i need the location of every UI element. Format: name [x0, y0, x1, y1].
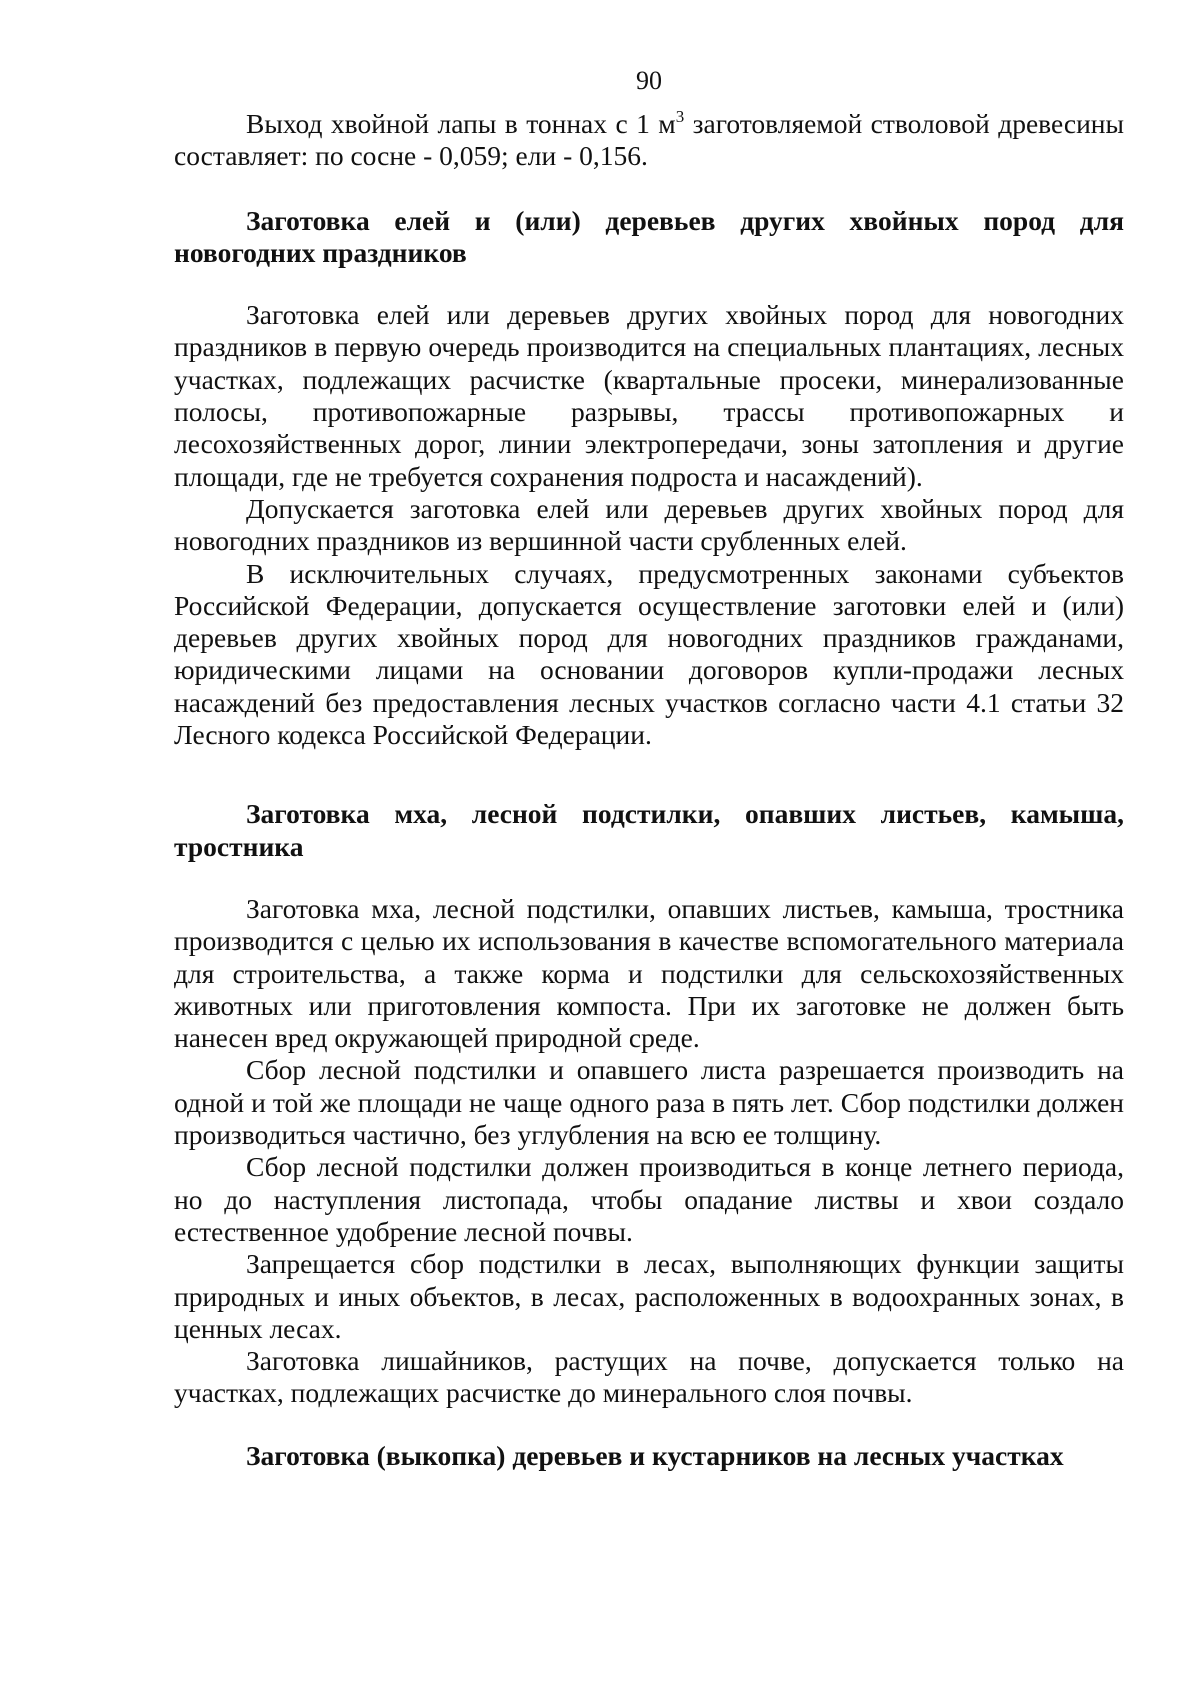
section2-paragraph: Заготовка мха, лесной подстилки, опавших листьев, камыша, тростника производится с целью их использования в качестве вспомогательного материала для строительства, а также корма и подстилки для сельскохозяйственных животных или приготовления компоста. При их заготовке не должен быть нанесен вред окружающей природной среде. — [174, 892, 1124, 1054]
intro-text-start: Выход хвойной лапы в тоннах с 1 м — [246, 108, 676, 139]
intro-paragraph — [174, 108, 1124, 173]
document-page — [174, 66, 1124, 1472]
section-heading-tree-digging: Заготовка (выкопка) деревьев и кустарников на лесных участках — [246, 1439, 1064, 1471]
section1-paragraph: Заготовка елей или деревьев других хвойных пород для новогодних праздников в первую очередь производится на специальных плантациях, лесных участках, подлежащих расчистке (квартальные просеки, минерализованные полосы, противопожарные разрывы, трассы противопожарных и лесохозяйственных дорог, линии электропередачи, зоны затопления и другие площади, где не требуется сохранения подроста и насаждений). — [174, 299, 1124, 492]
section2-paragraph: Заготовка лишайников, растущих на почве, допускается только на участках, подлежащих расчистке до минерального слоя почвы. — [174, 1345, 1124, 1409]
intro-text-end: заготовляемой стволовой древесины составляет: по сосне - 0,059; ели - 0,156. — [174, 108, 1124, 172]
section2-paragraph: Сбор лесной подстилки и опавшего листа разрешается производить на одной и той же площади не чаще одного раза в пять лет. Сбор подстилки должен производиться частично, без углубления на всю ее толщину. — [174, 1054, 1124, 1151]
section2-paragraph: Запрещается сбор подстилки в лесах, выполняющих функции защиты природных и иных объектов, в лесах, расположенных в водоохранных зонах, в ценных лесах. — [174, 1248, 1124, 1344]
section2-paragraph: Сбор лесной подстилки должен производиться в конце летнего периода, но до наступления листопада, чтобы опадание листвы и хвои создало естественное удобрение лесной почвы. — [174, 1151, 1124, 1247]
superscript-cubic: 3 — [675, 107, 685, 126]
section1-paragraph: В исключительных случаях, предусмотренных законами субъектов Российской Федерации, допускается осуществление заготовки елей и (или) деревьев других хвойных пород для новогодних праздников гражданами, юридическими лицами на основании договоров купли-продажи лесных насаждений без предоставления лесных участков согласно части 4.1 статьи 32 Лесного кодекса Российской Федерации. — [174, 557, 1124, 751]
section1-paragraph: Допускается заготовка елей или деревьев других хвойных пород для новогодних праздников из вершинной части срубленных елей. — [174, 492, 1124, 557]
section-heading-moss-litter: Заготовка мха, лесной подстилки, опавших листьев, камыша, тростника — [174, 798, 1124, 862]
page-number: 90 — [636, 66, 662, 95]
section-heading-christmas-trees: Заготовка елей и (или) деревьев других хвойных пород для новогодних праздников — [174, 204, 1124, 268]
